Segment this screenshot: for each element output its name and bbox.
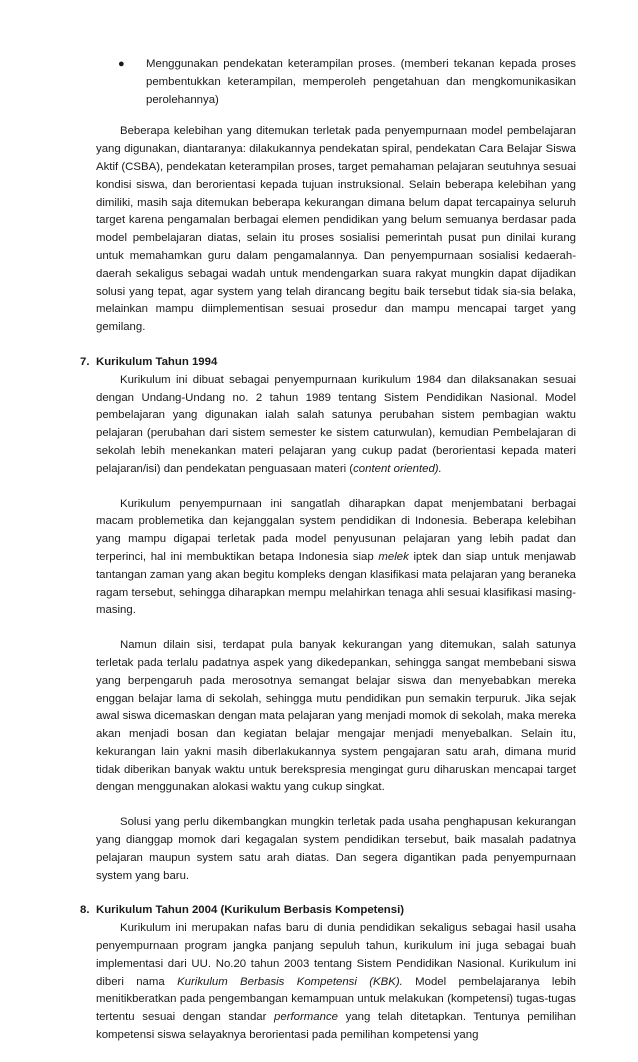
- section-7: [80, 354, 576, 886]
- section-8-paragraph-1: [96, 920, 576, 1045]
- section-8-p1-italic-a: Kurikulum Berbasis Kompetensi (KBK).: [177, 975, 403, 988]
- section-7-p1-italic: content oriented).: [353, 462, 442, 475]
- section-7-p2-text-a: Kurikulum penyempurnaan ini sangatlah diharapkan dapat menjembatani berbagai macam problemetika dan kejanggalan system pendidikan di Indonesia. Beberapa kelebihan yang mampu digapai terletak pada model penyusunan pelajaran yang lebih padat dan terperinci, hal ini membuktikan betapa Indonesia siap: [96, 497, 576, 563]
- section-7-title: Kurikulum Tahun 1994: [96, 355, 218, 368]
- bullet-icon: ●: [118, 58, 125, 70]
- section-7-p1-text: Kurikulum ini dibuat sebagai penyempurnaan kurikulum 1984 dan dilaksanakan sesuai dengan Undang-Undang no. 2 tahun 1989 tentang Sistem Pendidikan Nasional. Model pembelajaran yang digunakan ialah salah satunya perubahan sistem pembagian waktu pelajaran (perubahan dari sistem semester ke sistem caturwulan), kemudian Pembelajaran di sekolah lebih menekankan materi pelajaran yang cukup padat (berorientasi kepada materi pelajaran/isi) dan pendekatan penguasaan materi (: [96, 373, 576, 475]
- section-7-paragraph-2: [96, 496, 576, 621]
- paragraph-1994-advantages: Beberapa kelebihan yang ditemukan terletak pada penyempurnaan model pembelajaran yang digunakan, diantaranya: dilakukannya pendekatan spiral, pendekatan Cara Belajar Siswa Aktif (CSBA), pendekatan keterampilan proses, target pemahaman pelajaran seutuhnya sesuai kondisi siswa, dan berorientasi kepada tujuan instruksional. Selain beberapa kelebihan yang dimiliki, masih saja ditemukan beberapa kekurangan dimana belum dapat tercapainya seluruh target karena pengamalan berbagai elemen pendidikan yang belum semuanya berdasar pada model pembelajaran diatas, selain itu proses sosialisi pemerintah pusat pun dinilai kurang untuk memahamkan guru dalam pengamalannya. Dan penyempurnaan sosialisi kedaerah-daerah sekaligus sebagai wadah untuk mendengarkan suara rakyat mungkin dapat dijadikan solusi yang tepat, agar system yang telah dirancang begitu baik tersebut tidak sia-sia belaka, melainkan mampu diimplementisan sesuai prosedur dan mampu mencapai target yang gemilang.: [96, 125, 576, 334]
- document-page: [80, 56, 577, 1062]
- section-8-number: 8.: [80, 904, 90, 917]
- section-8-heading: [80, 902, 576, 920]
- section-7-heading: [80, 354, 576, 372]
- section-7-paragraph-4: Solusi yang perlu dikembangkan mungkin terletak pada usaha penghapusan kekurangan yang dianggap momok dari kegagalan system pendidikan tersebut, baik masalah padatnya pelajaran maupun system satu arah diatas. Dan segera digantikan pada penyempurnaan system yang baru.: [96, 816, 576, 882]
- section-8-p1-italic-b: performance: [274, 1011, 338, 1024]
- section-7-p2-text-b: iptek dan siap untuk menjawab tantangan zaman yang akan begitu kompleks dengan klasifikasi mata pelajaran yang beraneka ragam tersebut, sehingga diharapkan mempu melahirkan tenaga ahli sesuai klasifikasi masing-masing.: [96, 550, 576, 617]
- bullet-item: [96, 56, 576, 109]
- section-7-number: 7.: [80, 355, 90, 368]
- section-7-p2-italic: melek: [378, 550, 409, 563]
- section-8-p1-text-b: Model pembelajaranya lebih menitikberatkan pada pengembangan kemampuan untuk melakukan (kompetensi) tugas-tugas tertentu sesuai dengan standar: [96, 975, 576, 1024]
- section-8: [80, 902, 577, 1044]
- section-7-paragraph-1: [96, 372, 576, 479]
- section-8-p1-text-c: yang telah ditetapkan. Tentunya pemilihan kompetensi siswa selayaknya berorientasi pada pemilihan kompetensi yang: [96, 1011, 577, 1042]
- section-7-paragraph-3: Namun dilain sisi, terdapat pula banyak kekurangan yang ditemukan, salah satunya terletak pada terlalu padatnya aspek yang dikedepankan, sehingga sangat membebani siswa yang berpengaruh pada merosotnya semangat belajar siswa dan menyebabkan mereka enggan belajar lama di sekolah, sehingga mutu pendidikan pun semakin terpuruk. Jika sejak awal siswa dicemaskan dengan mata pelajaran yang menjadi momok di sekolah, maka mereka akan menjadi bosan dan kegiatan belajar mengajar menjadi menyebalkan. Selain itu, kekurangan lain yakni masih diberlakukannya system pengajaran satu arah, dimana murid tidak diberikan banyak waktu untuk berekspresia mengingat guru diharuskan mencapai target dengan menggunakan alokasi waktu yang cukup singkat.: [96, 639, 576, 794]
- bullet-text: Menggunakan pendekatan keterampilan proses. (memberi tekanan kepada proses pembentukkan keterampilan, memperoleh pengetahuan dan mengkomunikasikan perolehannya): [146, 58, 576, 106]
- section-8-title: Kurikulum Tahun 2004 (Kurikulum Berbasis Kompetensi): [96, 904, 405, 917]
- section-8-p1-text-a: Kurikulum ini merupakan nafas baru di dunia pendidikan sekaligus sebagai hasil usaha penyempurnaan program jangka panjang sepuluh tahun, kurikulum ini juga sebagai buah implementasi dari UU. No.20 tahun 2003 tentang Sistem Pendidikan Nasional. Kurikulum ini diberi nama: [96, 922, 576, 988]
